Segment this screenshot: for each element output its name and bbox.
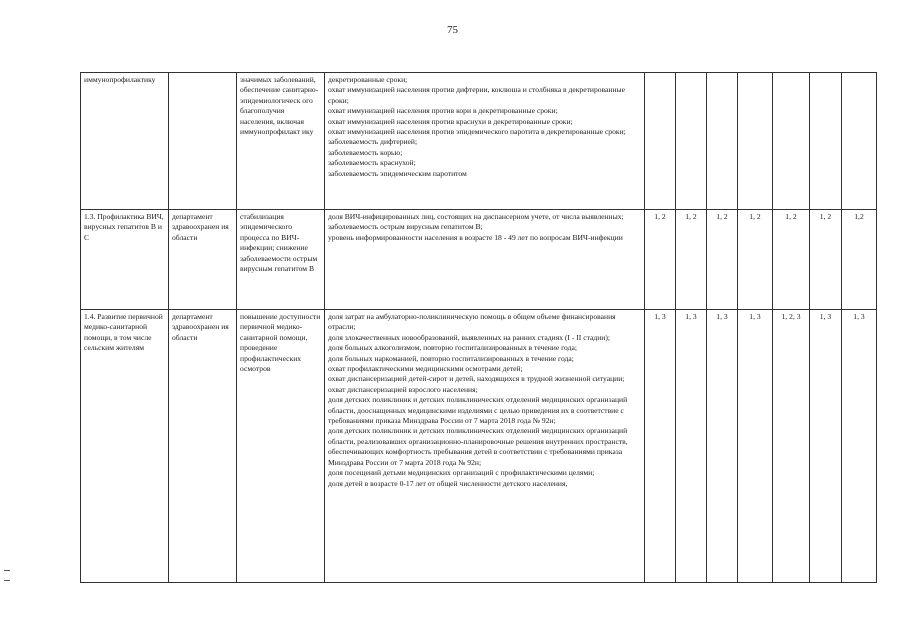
task-code-cell: 1, 2, 3 <box>773 310 810 583</box>
task-code-cell <box>773 73 810 210</box>
indicator-line: декретированные сроки; <box>328 75 408 84</box>
indicator-line: охват иммунизацией населения против эпидемического паротита в декретированные сроки; <box>328 127 626 137</box>
goal-cell: повышение доступности первичной медико-санитарной помощи, проведение профилактических осмотров <box>237 310 325 583</box>
task-code-cell: 1, 2 <box>707 210 738 310</box>
task-code-cell: 1, 3 <box>676 310 707 583</box>
indicator-line: охват диспансеризацией взрослого населения; <box>328 384 478 394</box>
indicator-line: доля больных алкоголизмом, повторно госпитализированных в течение года; <box>328 343 577 353</box>
activity-name-cell: иммунопрофилактику <box>81 73 169 210</box>
indicator-line: заболеваемость корью; <box>328 147 403 157</box>
page-number: 75 <box>447 24 458 36</box>
indicator-line: охват диспансеризацией детей-сирот и детей, находящихся в трудной жизненной ситуации; <box>328 374 625 384</box>
indicator-line: охват иммунизацией населения против краснухи в декретированные сроки; <box>328 116 573 126</box>
margin-mark <box>4 580 10 581</box>
indicators-cell <box>325 73 645 210</box>
task-code-cell: 1, 2 <box>773 210 810 310</box>
indicator-line: заболеваемость краснухой; <box>328 158 416 168</box>
indicator-line: доля ВИЧ-инфицированных лиц, состоящих на диспансерном учете, от числа выявленных; <box>328 212 624 221</box>
table-row <box>81 73 877 210</box>
program-table <box>80 72 877 583</box>
indicator-line: охват иммунизацией населения против кори в декретированные сроки; <box>328 106 558 116</box>
goal-cell: значимых заболеваний, обеспечение санитарно-эпидемиологическ ого благополучия населения, включая иммунопрофилакт ику <box>237 73 325 210</box>
indicator-line: заболеваемость дифтерией; <box>328 137 418 147</box>
task-code-cell <box>645 73 676 210</box>
goal-cell: стабилизация эпидемического процесса по ВИЧ-инфекции; снижение заболеваемости острым вирусным гепатитом В <box>237 210 325 310</box>
task-code-cell: 1, 2 <box>810 210 842 310</box>
task-code-cell: 1, 2 <box>738 210 773 310</box>
indicators-cell <box>325 310 645 583</box>
task-code-cell <box>676 73 707 210</box>
task-code-cell: 1, 3 <box>842 310 877 583</box>
task-code-cell: 1, 3 <box>707 310 738 583</box>
task-code-cell: 1, 3 <box>645 310 676 583</box>
indicator-line: доля злокачественных новообразований, выявленных на ранних стадиях (I - II стадии); <box>328 332 611 342</box>
activity-name-cell: 1.3. Профилактика ВИЧ, вирусных гепатитов В и С <box>81 210 169 310</box>
table-row <box>81 310 877 583</box>
indicator-line: доля больных наркоманией, повторно госпитализированных в течение года; <box>328 353 574 363</box>
indicator-line: уровень информированности населения в возрасте 18 - 49 лет по вопросам ВИЧ-инфекции <box>328 232 623 242</box>
task-code-cell <box>810 73 842 210</box>
executor-cell <box>169 73 237 210</box>
indicator-line: доля затрат на амбулаторно-поликлиническую помощь в общем объеме финансирования отрасли; <box>328 312 616 332</box>
task-code-cell <box>842 73 877 210</box>
indicator-line: охват профилактическими медицинскими осмотрами детей; <box>328 364 523 374</box>
task-code-cell <box>738 73 773 210</box>
table-row <box>81 210 877 310</box>
task-code-cell: 1, 2 <box>645 210 676 310</box>
margin-mark <box>4 570 10 571</box>
activity-name-cell: 1.4. Развитие первичной медико-санитарной помощи, в том числе сельским жителям <box>81 310 169 583</box>
task-code-cell <box>707 73 738 210</box>
task-code-cell: 1, 2 <box>676 210 707 310</box>
indicator-line: заболеваемость эпидемическим паротитом <box>328 168 467 178</box>
task-code-cell: 1, 3 <box>810 310 842 583</box>
indicator-line: охват иммунизацией населения против дифтерии, коклюша и столбняка в декретированные сроки; <box>328 85 626 105</box>
task-code-cell: 1, 3 <box>738 310 773 583</box>
indicator-line: доля детей в возрасте 0-17 лет от общей численности детского населения, <box>328 478 568 488</box>
indicators-cell <box>325 210 645 310</box>
task-code-cell: 1,2 <box>842 210 877 310</box>
executor-cell: департамент здравоохранен ия области <box>169 310 237 583</box>
indicator-line: доля детских поликлиник и детских поликлинических отделений медицинских организаций области, дооснащенных медицинскими изделиями с целью приведения их в соответствие с требованиями приказа Минздрава России от 7 марта 2018 года № 92н; <box>328 395 628 426</box>
indicator-line: доля посещений детьми медицинских организаций с профилактическими целями; <box>328 468 595 478</box>
indicator-line: заболеваемость острым вирусным гепатитом В; <box>328 222 483 232</box>
executor-cell: департамент здравоохранен ия области <box>169 210 237 310</box>
indicator-line: доля детских поликлиник и детских поликлинических отделений медицинских организаций области, реализовавших организационно-планировочные решения внутренних пространств, обеспечивающих комфортность пребывания детей в соответствии с требованиями приказа Минздрава России от 7 марта 2018 года № 92н; <box>328 426 628 467</box>
